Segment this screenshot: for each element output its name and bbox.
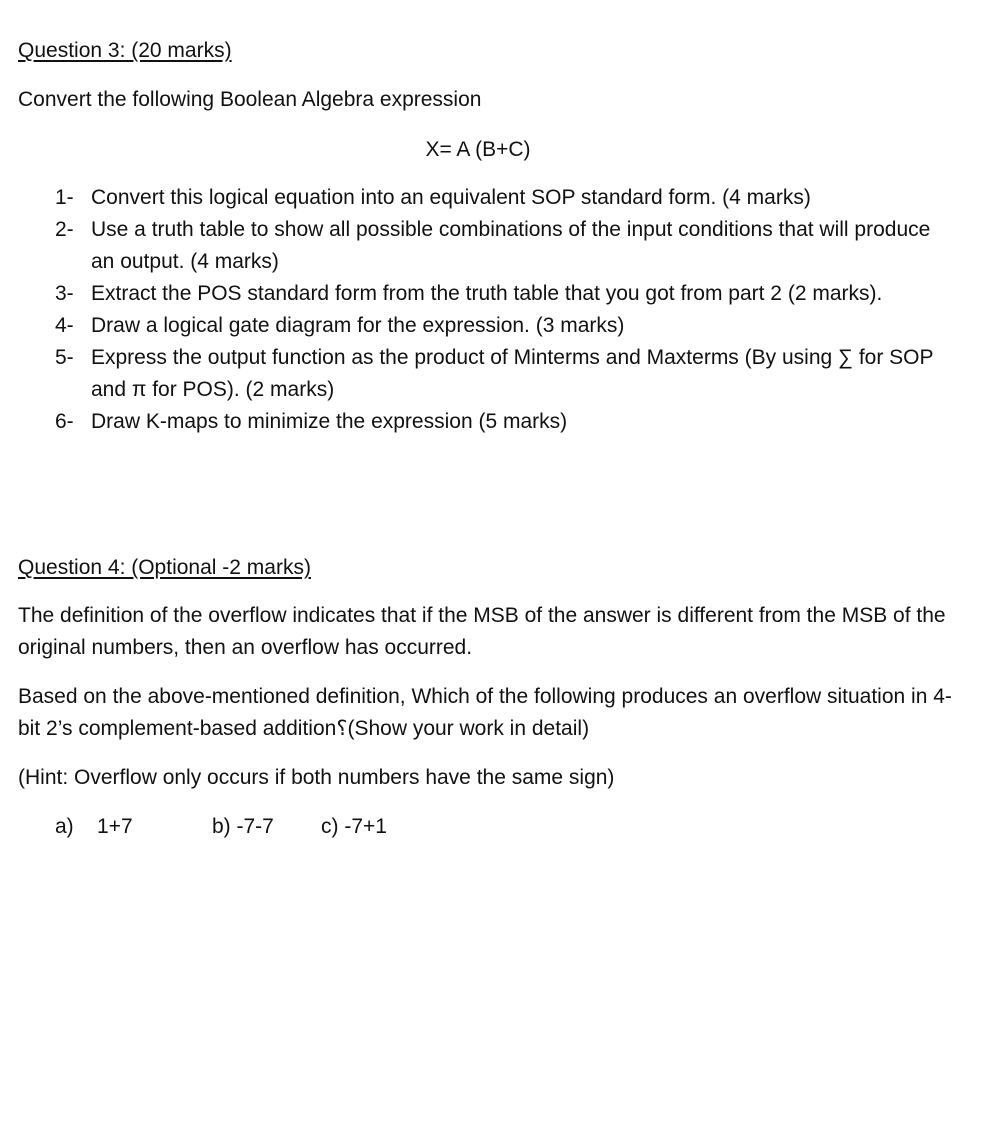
task-number: 1-: [55, 186, 74, 209]
question-3-task-list: [0, 182, 940, 438]
option-c: c) -7+1: [321, 815, 387, 838]
option-a-value: 1+7: [97, 815, 133, 838]
task-text: Draw a logical gate diagram for the expression. (3 marks): [91, 314, 625, 337]
task-number: 5-: [55, 346, 74, 369]
answer-options: [0, 811, 600, 843]
option-a-label: a): [55, 815, 74, 838]
task-number: 6-: [55, 410, 74, 433]
task-item: [0, 278, 940, 310]
task-item: [0, 310, 940, 342]
question-3-heading: Question 3: (20 marks): [18, 39, 232, 62]
question-4-heading: Question 4: (Optional -2 marks): [18, 556, 311, 579]
task-number: 4-: [55, 314, 74, 337]
task-text: Draw K-maps to minimize the expression (5 marks): [91, 410, 568, 433]
boolean-expression: X= A (B+C): [425, 138, 531, 161]
task-text: Extract the POS standard form from the truth table that you got from part 2 (2 marks).: [91, 282, 883, 305]
question-4-prompt: Based on the above-mentioned definition, Which of the following produces an overflow situation in 4-bit 2’s complement-based addition؟(Show your work in detail): [18, 685, 952, 740]
task-item: [0, 406, 940, 438]
task-number: 2-: [55, 218, 74, 241]
overflow-definition: The definition of the overflow indicates that if the MSB of the answer is different from the MSB of the original numbers, then an overflow has occurred.: [18, 604, 946, 659]
question-4-hint: (Hint: Overflow only occurs if both numbers have the same sign): [18, 766, 615, 789]
task-text: Express the output function as the product of Minterms and Maxterms (By using ∑ for SOP and π for POS). (2 marks): [91, 346, 934, 401]
task-item: [0, 214, 940, 278]
task-item: [0, 182, 940, 214]
task-text: Convert this logical equation into an equivalent SOP standard form. (4 marks): [91, 186, 811, 209]
option-b: b) -7-7: [212, 815, 274, 838]
task-item: [0, 342, 940, 406]
task-number: 3-: [55, 282, 74, 305]
task-text: Use a truth table to show all possible combinations of the input conditions that will produce an output. (4 marks): [91, 218, 931, 273]
question-3-intro: Convert the following Boolean Algebra expression: [18, 88, 482, 111]
